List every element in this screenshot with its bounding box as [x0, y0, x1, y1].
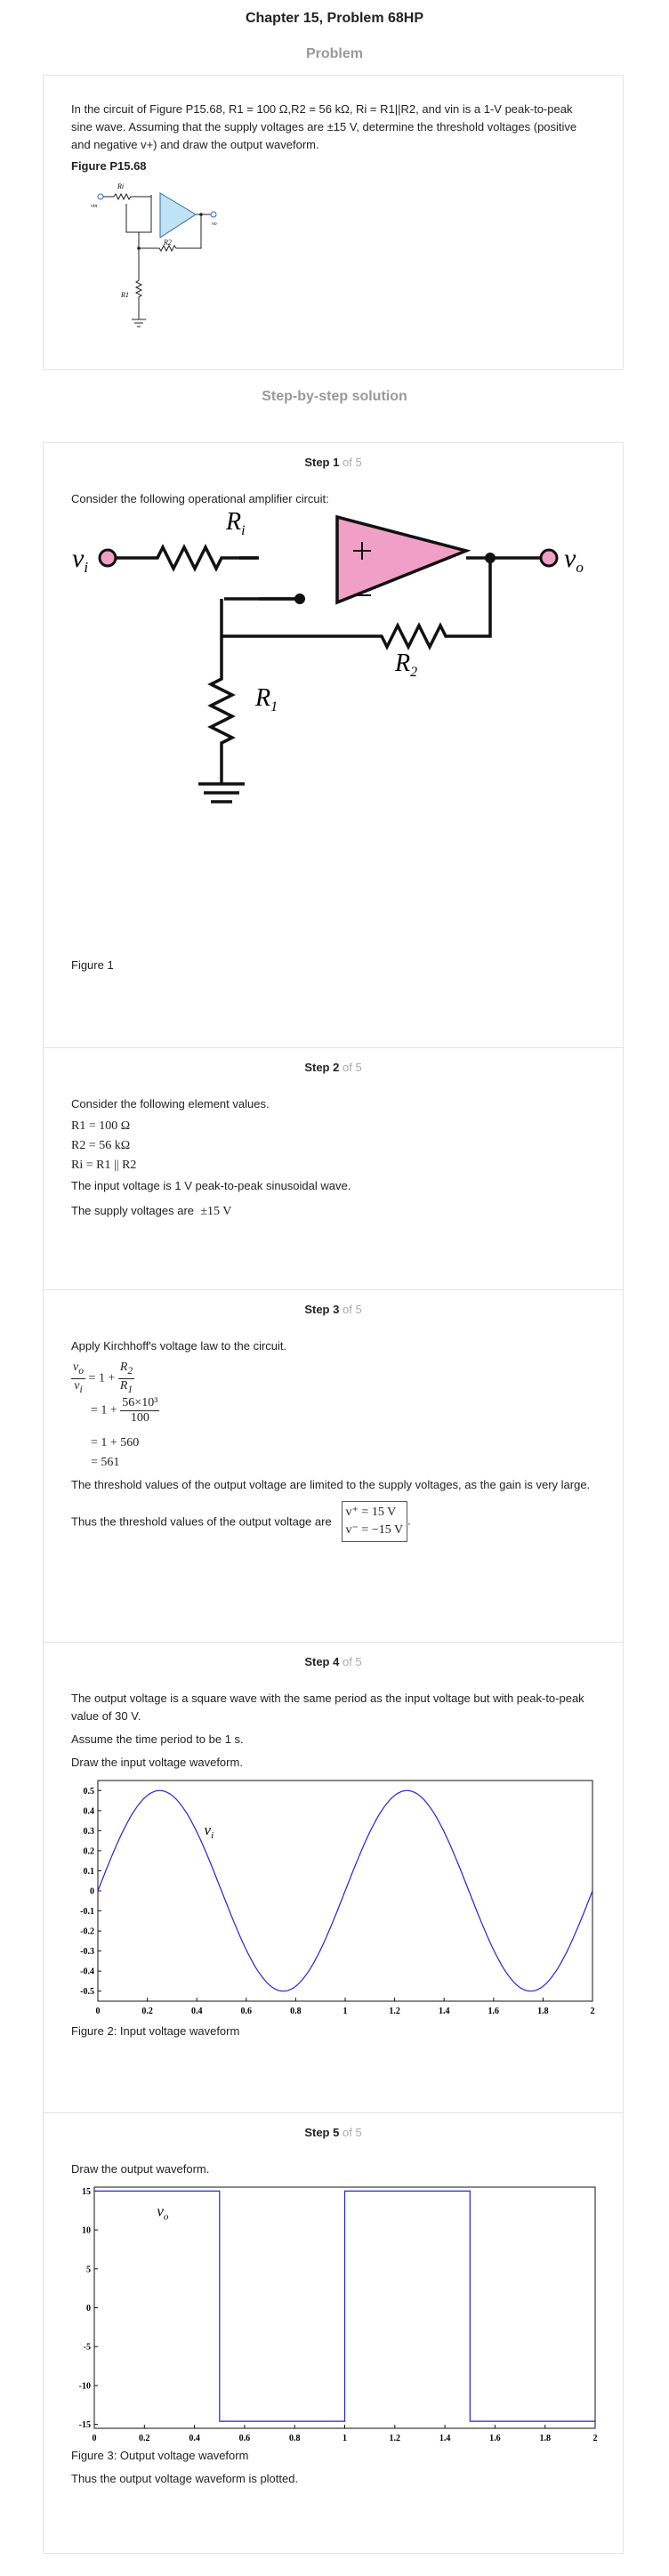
step-5-text-2: Thus the output voltage waveform is plotted. [71, 2472, 299, 2485]
step-4-label: Step 4 of 5 [304, 1655, 362, 1668]
supply-value: ±15 V [200, 1205, 232, 1218]
supply-line: The supply voltages are ±15 V [71, 1204, 232, 1218]
y-tick-label: 0.5 [83, 1786, 94, 1797]
y-tick-label: 0.3 [83, 1826, 94, 1837]
series-line [94, 2191, 595, 2421]
eq-numerator: 56×10³ [122, 1396, 158, 1409]
x-tick-label: 1.2 [389, 2007, 400, 2016]
y-tick-label: 5 [86, 2265, 91, 2275]
x-tick-label: 1.6 [488, 2007, 500, 2016]
step1-label-ri: $R_i$ [226, 508, 246, 538]
kvl-equations: $\frac{v_o}{v_i}$ = 1 + $\frac{R_2}{R_1}$ = 1 + $\frac{\text{56×10³}}{100}$ = 1 + 560 = 561 [71, 1361, 595, 1473]
series-label: $v_i$ [204, 1821, 214, 1841]
x-tick-label: 1.4 [439, 2434, 451, 2443]
series-label: $v_o$ [157, 2202, 169, 2223]
problem-heading: Problem [305, 46, 363, 61]
step-4-text-1: The output voltage is a square wave with the same period as the input voltage but with peak-to-peak value of 30 V. [71, 1692, 584, 1723]
r2-value: R2 = 56 kΩ [71, 1139, 131, 1152]
y-tick-label: -0.1 [80, 1907, 94, 1918]
x-tick-label: 2 [590, 2007, 595, 2016]
solution-heading: Step-by-step solution [262, 389, 407, 404]
y-tick-label: -10 [78, 2381, 91, 2392]
x-tick-label: 0 [95, 2007, 101, 2016]
x-tick-label: 1 [343, 2007, 348, 2016]
step1-label-r1: $R_1$ [255, 684, 278, 715]
series-label-subscript: o [163, 2211, 169, 2223]
x-tick-label: 0.8 [290, 2007, 302, 2016]
problem-circuit-figure [71, 177, 249, 355]
step-5-box [43, 2112, 624, 2554]
series-label-subscript: i [211, 1829, 214, 1841]
x-tick-label: 0.6 [238, 2434, 251, 2443]
x-tick-label: 0 [92, 2434, 97, 2443]
threshold-answer-box: v⁺ = 15 V v⁻ = −15 V [342, 1501, 408, 1542]
fig-label-vin: vin [91, 204, 98, 209]
step1-label-vo: $v_o$ [564, 544, 584, 576]
step-1-caption: Figure 1 [71, 958, 114, 972]
series-line [98, 1790, 592, 1991]
y-tick-label: 10 [82, 2225, 91, 2236]
step-3-text: Apply Kirchhoff's voltage law to the circuit. [71, 1339, 287, 1353]
y-tick-label: 0.1 [83, 1866, 94, 1877]
step-1-text: Consider the following operational amplifier circuit: [71, 492, 329, 505]
y-tick-label: -0.5 [80, 1987, 94, 1998]
ri-value: Ri = R1 || R2 [71, 1159, 137, 1172]
step-4-caption: Figure 2: Input voltage waveform [71, 2024, 240, 2038]
fig-label-vo: vo [212, 222, 217, 227]
step-2-text: Consider the following element values. [71, 1097, 270, 1110]
fig-label-ri: Ri [117, 182, 125, 190]
x-tick-label: 0.2 [141, 2007, 153, 2016]
y-tick-label: -0.4 [80, 1966, 94, 1977]
x-tick-label: 0.8 [288, 2434, 301, 2443]
y-tick-label: 0 [86, 2304, 91, 2314]
x-tick-label: 2 [592, 2434, 598, 2443]
step1-label-vi: $v_i$ [72, 544, 89, 576]
y-tick-label: 0.2 [83, 1846, 94, 1857]
input-voltage-chart [44, 1773, 625, 2023]
step-1-circuit-figure [44, 508, 625, 962]
output-voltage-chart [44, 2178, 625, 2447]
input-voltage-text: The input voltage is 1 V peak-to-peak sinusoidal wave. [71, 1179, 351, 1192]
step-5-text-1: Draw the output waveform. [71, 2162, 210, 2176]
step-4-box [43, 1642, 624, 2113]
step-4-text-3: Draw the input voltage waveform. [71, 1756, 243, 1769]
x-tick-label: 1.4 [438, 2007, 450, 2016]
x-tick-label: 0.4 [190, 2007, 203, 2016]
step-2-label: Step 2 of 5 [304, 1061, 362, 1074]
x-tick-label: 1.8 [537, 2007, 549, 2016]
r1-value: R1 = 100 Ω [71, 1119, 131, 1133]
step-1-box [43, 442, 624, 1048]
y-tick-label: -0.2 [80, 1926, 94, 1937]
eq-line-3: = 1 + 560 [91, 1436, 140, 1450]
x-tick-label: 1 [343, 2434, 347, 2443]
step-1-label: Step 1 of 5 [304, 456, 362, 469]
threshold-explanation: The threshold values of the output voltage are limited to the supply voltages, as the gain is very large. [71, 1478, 591, 1491]
threshold-answer-line: Thus the threshold values of the output voltage are v⁺ = 15 V v⁻ = −15 V . [71, 1501, 595, 1542]
step-5-label: Step 5 of 5 [304, 2126, 362, 2139]
y-tick-label: 0.4 [83, 1806, 94, 1817]
y-tick-label: 0 [90, 1886, 94, 1897]
figure-label: Figure P15.68 [71, 159, 147, 173]
step-2-box [43, 1047, 624, 1290]
eq-denominator: 100 [130, 1411, 149, 1425]
x-tick-label: 0.6 [240, 2007, 253, 2016]
y-tick-label: -5 [83, 2342, 91, 2353]
x-tick-label: 1.2 [389, 2434, 401, 2443]
x-tick-label: 1.8 [539, 2434, 551, 2443]
page-title: Chapter 15, Problem 68HP [245, 11, 424, 26]
y-tick-label: 15 [82, 2186, 91, 2197]
x-tick-label: 0.4 [189, 2434, 200, 2443]
x-tick-label: 0.2 [139, 2434, 150, 2443]
step-5-caption: Figure 3: Output voltage waveform [71, 2449, 249, 2462]
y-tick-label: -15 [78, 2420, 91, 2431]
step1-label-r2: $R_2$ [395, 650, 418, 680]
problem-box [43, 75, 624, 370]
eq-line-4: = 561 [91, 1456, 120, 1469]
step-3-label: Step 3 of 5 [304, 1303, 362, 1316]
y-tick-label: -0.3 [80, 1947, 94, 1958]
fig-label-r2: R2 [164, 238, 172, 246]
problem-text: In the circuit of Figure P15.68, R1 = 100 Ω,R2 = 56 kΩ, Ri = R1||R2, and vin is a 1-V peak-to-peak sine wave. Assuming that the supply voltages are ±15 V, determine the threshold voltages (positive and negative v+) and draw the output waveform. [71, 102, 577, 151]
step-4-text-2: Assume the time period to be 1 s. [71, 1732, 244, 1746]
x-tick-label: 1.6 [489, 2434, 501, 2443]
fig-label-r1: R1 [121, 291, 129, 299]
step-3-box [43, 1289, 624, 1643]
